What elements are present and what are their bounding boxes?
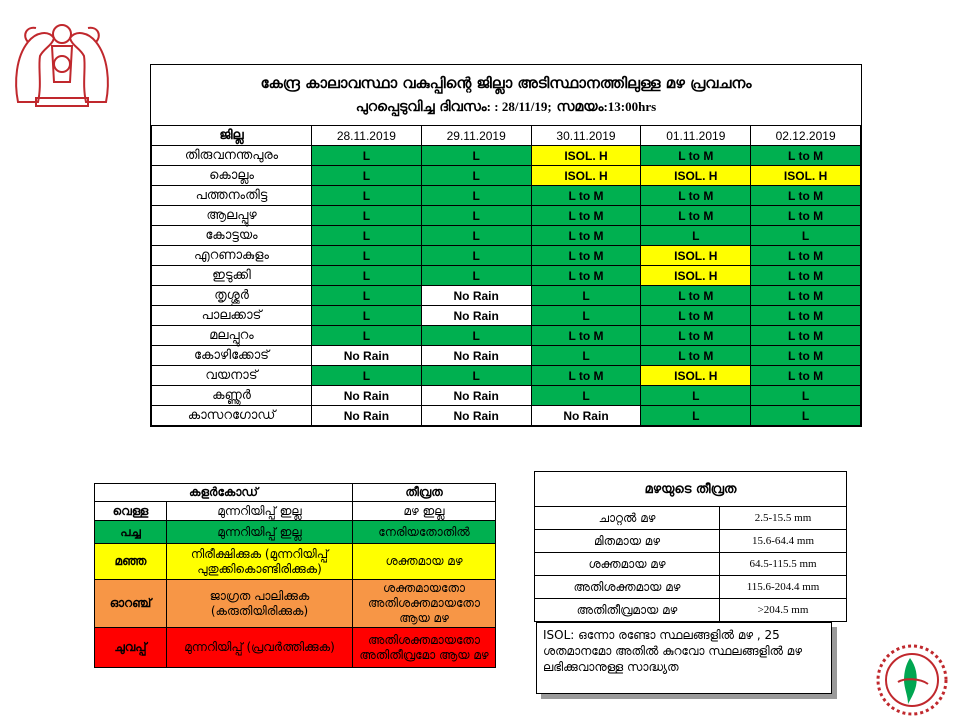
ksdma-logo-icon [874,642,950,718]
forecast-row [152,226,861,246]
forecast-cell: L to M [641,186,751,206]
forecast-cell: L [641,226,751,246]
forecast-cell: L to M [531,246,641,266]
forecast-cell: L [312,246,422,266]
forecast-cell: ISOL. H [531,146,641,166]
color-code-row [95,521,496,544]
district-name: ഇടുക്കി [152,266,312,286]
forecast-cell: ISOL. H [531,166,641,186]
forecast-row [152,326,861,346]
district-name: കാസറഗോഡ് [152,406,312,426]
intensity-label: ശക്തമായ മഴ [535,553,720,576]
forecast-cell: L to M [751,346,861,366]
forecast-cell: No Rain [312,346,422,366]
forecast-cell: L to M [751,366,861,386]
forecast-table [151,125,861,426]
forecast-cell: ISOL. H [641,266,751,286]
forecast-cell: L [312,206,422,226]
district-column-header: ജില്ല [152,126,312,146]
severity-text: മഴ ഇല്ല [353,502,496,521]
color-code-row [95,628,496,668]
rain-intensity-table [534,471,847,622]
forecast-cell: L [531,386,641,406]
forecast-cell: L [312,166,422,186]
forecast-cell: L to M [531,186,641,206]
forecast-row [152,306,861,326]
forecast-cell: No Rain [421,286,531,306]
intensity-range: 15.6-64.4 mm [720,530,847,553]
forecast-row [152,406,861,426]
forecast-cell: ISOL. H [751,166,861,186]
severity-text: ശക്തമായതോ അതിശക്തമായതോ ആയ മഴ [353,580,496,628]
forecast-cell: L [421,226,531,246]
color-name: മഞ്ഞ [95,544,167,580]
forecast-cell: ISOL. H [641,166,751,186]
color-name: ഓറഞ്ച് [95,580,167,628]
district-name: കണ്ണൂർ [152,386,312,406]
forecast-cell: ISOL. H [641,246,751,266]
forecast-row [152,166,861,186]
color-name: വെള്ള [95,502,167,521]
district-name: കൊല്ലം [152,166,312,186]
forecast-cell: L [421,186,531,206]
forecast-row [152,206,861,226]
severity-text: നേരിയതോതിൽ [353,521,496,544]
warning-meaning: നിരീക്ഷിക്കുക (മുന്നറിയിപ്പ് പുതുക്കികൊണ്ടിരിക്കുക) [167,544,353,580]
warning-meaning: മുന്നറിയിപ്പ് ഇല്ല [167,502,353,521]
district-name: പത്തനംതിട്ട [152,186,312,206]
forecast-cell: L to M [751,206,861,226]
district-name: വയനാട് [152,366,312,386]
forecast-cell: L to M [641,326,751,346]
date-column-header: 28.11.2019 [312,126,422,146]
forecast-cell: L to M [641,346,751,366]
forecast-header-row [152,126,861,146]
forecast-cell: No Rain [421,386,531,406]
severity-header: തീവ്രത [353,484,496,502]
time-label: സമയം [556,99,604,115]
forecast-cell: L [641,406,751,426]
intensity-range: >204.5 mm [720,599,847,622]
forecast-cell: No Rain [312,386,422,406]
forecast-row [152,186,861,206]
district-name: പാലക്കാട് [152,306,312,326]
intensity-label: അതിതീവ്രമായ മഴ [535,599,720,622]
forecast-row [152,246,861,266]
kerala-emblem-icon [8,12,116,112]
forecast-cell: L to M [531,366,641,386]
forecast-row [152,146,861,166]
forecast-cell: L to M [751,146,861,166]
intensity-range: 2.5-15.5 mm [720,507,847,530]
date-column-header: 29.11.2019 [421,126,531,146]
forecast-cell: L [421,146,531,166]
date-column-header: 01.11.2019 [641,126,751,146]
forecast-cell: L to M [751,246,861,266]
forecast-cell: L [531,306,641,326]
color-name: ചുവപ്പ് [95,628,167,668]
forecast-cell: L to M [641,306,751,326]
forecast-cell: L to M [751,286,861,306]
page-title: കേന്ദ്ര കാലാവസ്ഥാ വകുപ്പിന്റെ ജില്ലാ അടിസ്ഥാനത്തിലുള്ള മഴ പ്രവചനം [260,74,752,92]
date-column-header: 30.11.2019 [531,126,641,146]
color-code-row [95,544,496,580]
forecast-cell: No Rain [421,306,531,326]
issued-time: :13:00hrs [603,99,657,114]
forecast-cell: L to M [641,286,751,306]
color-code-row [95,502,496,521]
forecast-cell: No Rain [421,346,531,366]
forecast-cell: No Rain [531,406,641,426]
forecast-cell: L [421,266,531,286]
date-column-header: 02.12.2019 [751,126,861,146]
forecast-cell: L [312,146,422,166]
forecast-cell: L to M [531,206,641,226]
color-code-header-row [95,484,496,502]
forecast-cell: L [312,366,422,386]
forecast-row [152,386,861,406]
forecast-row [152,366,861,386]
forecast-cell: L [421,366,531,386]
forecast-cell: L [421,206,531,226]
intensity-range: 115.6-204.4 mm [720,576,847,599]
forecast-cell: ISOL. H [641,366,751,386]
warning-meaning: മുന്നറിയിപ്പ് (പ്രവർത്തിക്കുക) [167,628,353,668]
district-name: മലപ്പുറം [152,326,312,346]
district-name: കോഴിക്കോട് [152,346,312,366]
intensity-row [535,599,847,622]
forecast-row [152,286,861,306]
intensity-label: ചാറ്റൽ മഴ [535,507,720,530]
issued-label: പുറപ്പെടുവിച്ച ദിവസം [355,99,487,115]
forecast-cell: L to M [751,186,861,206]
isol-note: ISOL: ഒന്നോ രണ്ടോ സ്ഥലങ്ങളിൽ മഴ , 25 ശതമാനമോ അതിൽ കുറവോ സ്ഥലങ്ങളിൽ മഴ ലഭിക്കുവാനുള്ള സാദ്ധ്യത [536,622,832,694]
intensity-label: അതിശക്തമായ മഴ [535,576,720,599]
forecast-cell: L [751,226,861,246]
district-name: കോട്ടയം [152,226,312,246]
forecast-cell: L to M [531,226,641,246]
intensity-row [535,507,847,530]
forecast-cell: L [531,286,641,306]
forecast-cell: L [421,166,531,186]
forecast-cell: L [312,266,422,286]
color-name: പച്ച [95,521,167,544]
intensity-label: മിതമായ മഴ [535,530,720,553]
warning-meaning: മുന്നറിയിപ്പ് ഇല്ല [167,521,353,544]
forecast-cell: L to M [641,206,751,226]
district-name: തിരുവനന്തപുരം [152,146,312,166]
forecast-cell: L [312,326,422,346]
forecast-cell: L to M [751,326,861,346]
severity-text: അതിശക്തമായതോ അതിതീവ്രമോ ആയ മഴ [353,628,496,668]
intensity-row [535,553,847,576]
forecast-cell: L [312,286,422,306]
intensity-row [535,576,847,599]
forecast-row [152,346,861,366]
intensity-range: 64.5-115.5 mm [720,553,847,576]
forecast-cell: L to M [751,306,861,326]
color-code-table [94,483,496,668]
forecast-cell: L [641,386,751,406]
warning-meaning: ജാഗ്രത പാലിക്കുക (കരുതിയിരിക്കുക) [167,580,353,628]
forecast-cell: L [751,406,861,426]
forecast-cell: L [531,346,641,366]
issued-line [151,95,861,125]
forecast-cell: No Rain [421,406,531,426]
district-name: ആലപ്പുഴ [152,206,312,226]
severity-text: ശക്തമായ മഴ [353,544,496,580]
forecast-cell: L [312,306,422,326]
forecast-cell: L [312,226,422,246]
intensity-row [535,530,847,553]
district-name: എറണാകുളം [152,246,312,266]
forecast-cell: L to M [531,326,641,346]
forecast-cell: L to M [641,146,751,166]
issued-date: : : 28/11/19; [486,99,552,114]
intensity-title: മഴയുടെ തീവ്രത [535,472,847,507]
district-name: തൃശ്ശൂർ [152,286,312,306]
forecast-cell: No Rain [312,406,422,426]
forecast-panel [150,64,862,427]
forecast-cell: L to M [751,266,861,286]
forecast-cell: L [312,186,422,206]
forecast-cell: L to M [531,266,641,286]
color-code-row [95,580,496,628]
color-code-header: കളർകോഡ് [95,484,353,502]
forecast-row [152,266,861,286]
forecast-cell: L [751,386,861,406]
forecast-cell: L [421,246,531,266]
forecast-cell: L [421,326,531,346]
